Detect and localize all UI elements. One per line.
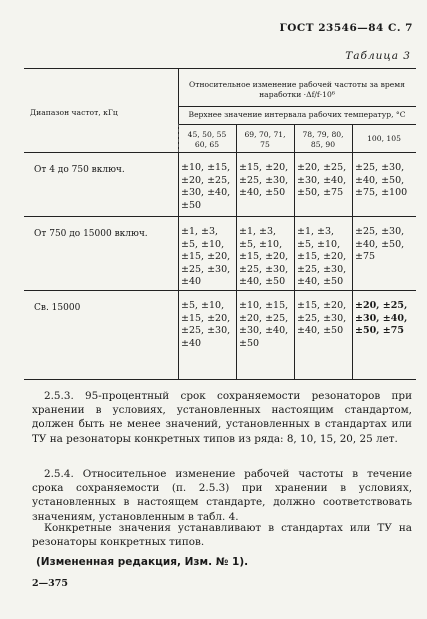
cell-line: ±50	[239, 337, 260, 349]
cell-line: ±25, ±30,	[297, 312, 347, 324]
cell-line: ±30, ±40,	[181, 187, 231, 199]
amendment-note: (Измененная редакция, Изм. № 1).	[36, 556, 249, 568]
page-footer: 2—375	[32, 578, 68, 589]
temp-col-4-header	[352, 134, 416, 144]
row3-col2	[239, 300, 288, 350]
cell-line: ±75, ±100	[355, 187, 408, 199]
cell-line: ±25, ±30,	[181, 325, 231, 337]
temp-col-1-header	[178, 130, 236, 149]
column-divider-3	[294, 124, 295, 380]
cell-line: ±40	[181, 337, 202, 349]
paragraph-text: 2.5.4. Относительное изменение рабочей частоты в течение срока сохраняемости (п. 2.5.3) при хранении в условиях, установленных в настоящем стандарте, должно соответствовать значениям, установленным в табл. 4.	[32, 468, 412, 523]
cell-line: ±15, ±20,	[297, 300, 347, 311]
cell-line: ±75	[355, 251, 376, 263]
row2-col3	[297, 226, 346, 289]
row-label-2: От 750 до 15000 включ.	[34, 229, 148, 239]
cell-line: ±50, ±75	[297, 187, 344, 199]
row1-bottom-rule	[24, 216, 416, 217]
group-header-rule	[178, 106, 416, 107]
cell-line: ±1, ±3,	[239, 226, 277, 237]
temp-col-3-line-1: 78, 79, 80,	[302, 130, 344, 139]
cell-line: ±20, ±25,	[297, 162, 347, 173]
cell-line: ±40, ±50	[297, 325, 344, 337]
cell-line: ±5, ±10,	[181, 238, 225, 250]
cell-line: ±1, ±3,	[181, 226, 219, 237]
row1-col3	[297, 162, 346, 200]
cell-line: ±25, ±30,	[355, 162, 405, 173]
cell-line: ±10, ±15,	[181, 162, 231, 173]
subgroup-header: Верхнее значение интервала рабочих температур, °C	[188, 110, 406, 119]
paragraph-specific-values	[32, 521, 412, 549]
cell-line: ±5, ±10,	[239, 238, 283, 250]
cell-line: ±20, ±25,	[181, 174, 231, 186]
cell-line: ±15, ±20,	[181, 312, 231, 324]
table-bottom-rule	[24, 379, 416, 380]
temp-col-3-line-2: 85, 90	[310, 139, 336, 149]
temp-col-3-header	[294, 130, 352, 149]
cell-line: ±25, ±30,	[239, 263, 289, 275]
row2-col1	[181, 226, 230, 289]
cell-line: ±30, ±40,	[239, 325, 289, 337]
temp-col-4-line-1: 100, 105	[367, 134, 401, 143]
column-divider-2	[236, 124, 237, 380]
cell-line: ±5, ±10,	[297, 238, 341, 250]
temp-col-1-line-1: 45, 50, 55	[187, 130, 227, 139]
cell-line: ±1, ±3,	[297, 226, 335, 237]
row-label-1: От 4 до 750 включ.	[34, 165, 125, 175]
cell-line: ±30, ±40,	[355, 312, 408, 324]
row1-col4	[355, 162, 407, 200]
cell-line: ±25, ±30,	[355, 226, 405, 237]
cell-line: ±50	[181, 199, 202, 211]
cell-line: ±15, ±20,	[297, 251, 347, 263]
cell-line: ±15, ±20,	[239, 251, 289, 263]
row2-bottom-rule	[24, 290, 416, 291]
row3-col1	[181, 300, 230, 350]
temp-col-2-line-1: 69, 70, 71,	[244, 130, 286, 139]
cell-line: ±40	[181, 276, 202, 288]
column-divider-4	[352, 124, 353, 380]
cell-line: ±20, ±25,	[355, 300, 408, 311]
cell-line: ±40, ±50	[239, 187, 286, 199]
paragraph-text: 2.5.3. 95-процентный срок сохраняемости резонаторов при хранении в условиях, установленных настоящим стандартом, должен быть не менее значений, установленных в стандартах или ТУ на резонаторы конкретных типов из ряда: 8, 10, 15, 20, 25 лет.	[32, 390, 412, 445]
temp-col-2-line-2: 75	[260, 139, 270, 149]
cell-line: ±25, ±30,	[297, 263, 347, 275]
cell-line: ±40, ±50	[239, 276, 286, 288]
row2-col4	[355, 226, 404, 264]
header-bottom-rule	[24, 152, 416, 153]
cell-line: ±10, ±15,	[239, 300, 289, 311]
cell-line: ±25, ±30,	[181, 263, 231, 275]
row2-col2	[239, 226, 288, 289]
frequency-stability-table	[24, 68, 416, 380]
table-number: Таблица 3	[345, 50, 411, 62]
row-label-3: Св. 15000	[34, 303, 81, 313]
row1-col2	[239, 162, 288, 200]
paragraph-2-5-4	[32, 467, 412, 524]
cell-line: ±40, ±50,	[355, 238, 405, 250]
temp-col-2-header	[236, 130, 294, 149]
range-column-divider	[178, 68, 179, 380]
paragraph-text: Конкретные значения устанавливают в стандартах или ТУ на резонаторы конкретных типов.	[32, 522, 412, 549]
cell-line: ±15, ±20,	[239, 162, 289, 173]
range-column-header: Диапазон частот, кГц	[30, 108, 118, 117]
paragraph-2-5-3	[32, 389, 412, 446]
subgroup-header-rule	[178, 124, 416, 125]
row1-col1	[181, 162, 230, 212]
document-header: ГОСТ 23546—84 С. 7	[279, 22, 413, 34]
cell-line: ±5, ±10,	[181, 300, 225, 311]
table-top-rule	[24, 68, 416, 69]
row3-col4	[355, 300, 407, 338]
cell-line: ±15, ±20,	[181, 251, 231, 263]
temp-col-1-line-2: 60, 65	[194, 139, 220, 149]
cell-line: ±40, ±50	[297, 276, 344, 288]
row3-col3	[297, 300, 346, 338]
cell-line: ±50, ±75	[355, 325, 404, 337]
cell-line: ±30, ±40,	[297, 174, 347, 186]
cell-line: ±20, ±25,	[239, 312, 289, 324]
group-header: Относительное изменение рабочей частоты за время наработки ·Δf/f·10⁶	[189, 80, 405, 99]
cell-line: ±25, ±30,	[239, 174, 289, 186]
cell-line: ±40, ±50,	[355, 174, 405, 186]
